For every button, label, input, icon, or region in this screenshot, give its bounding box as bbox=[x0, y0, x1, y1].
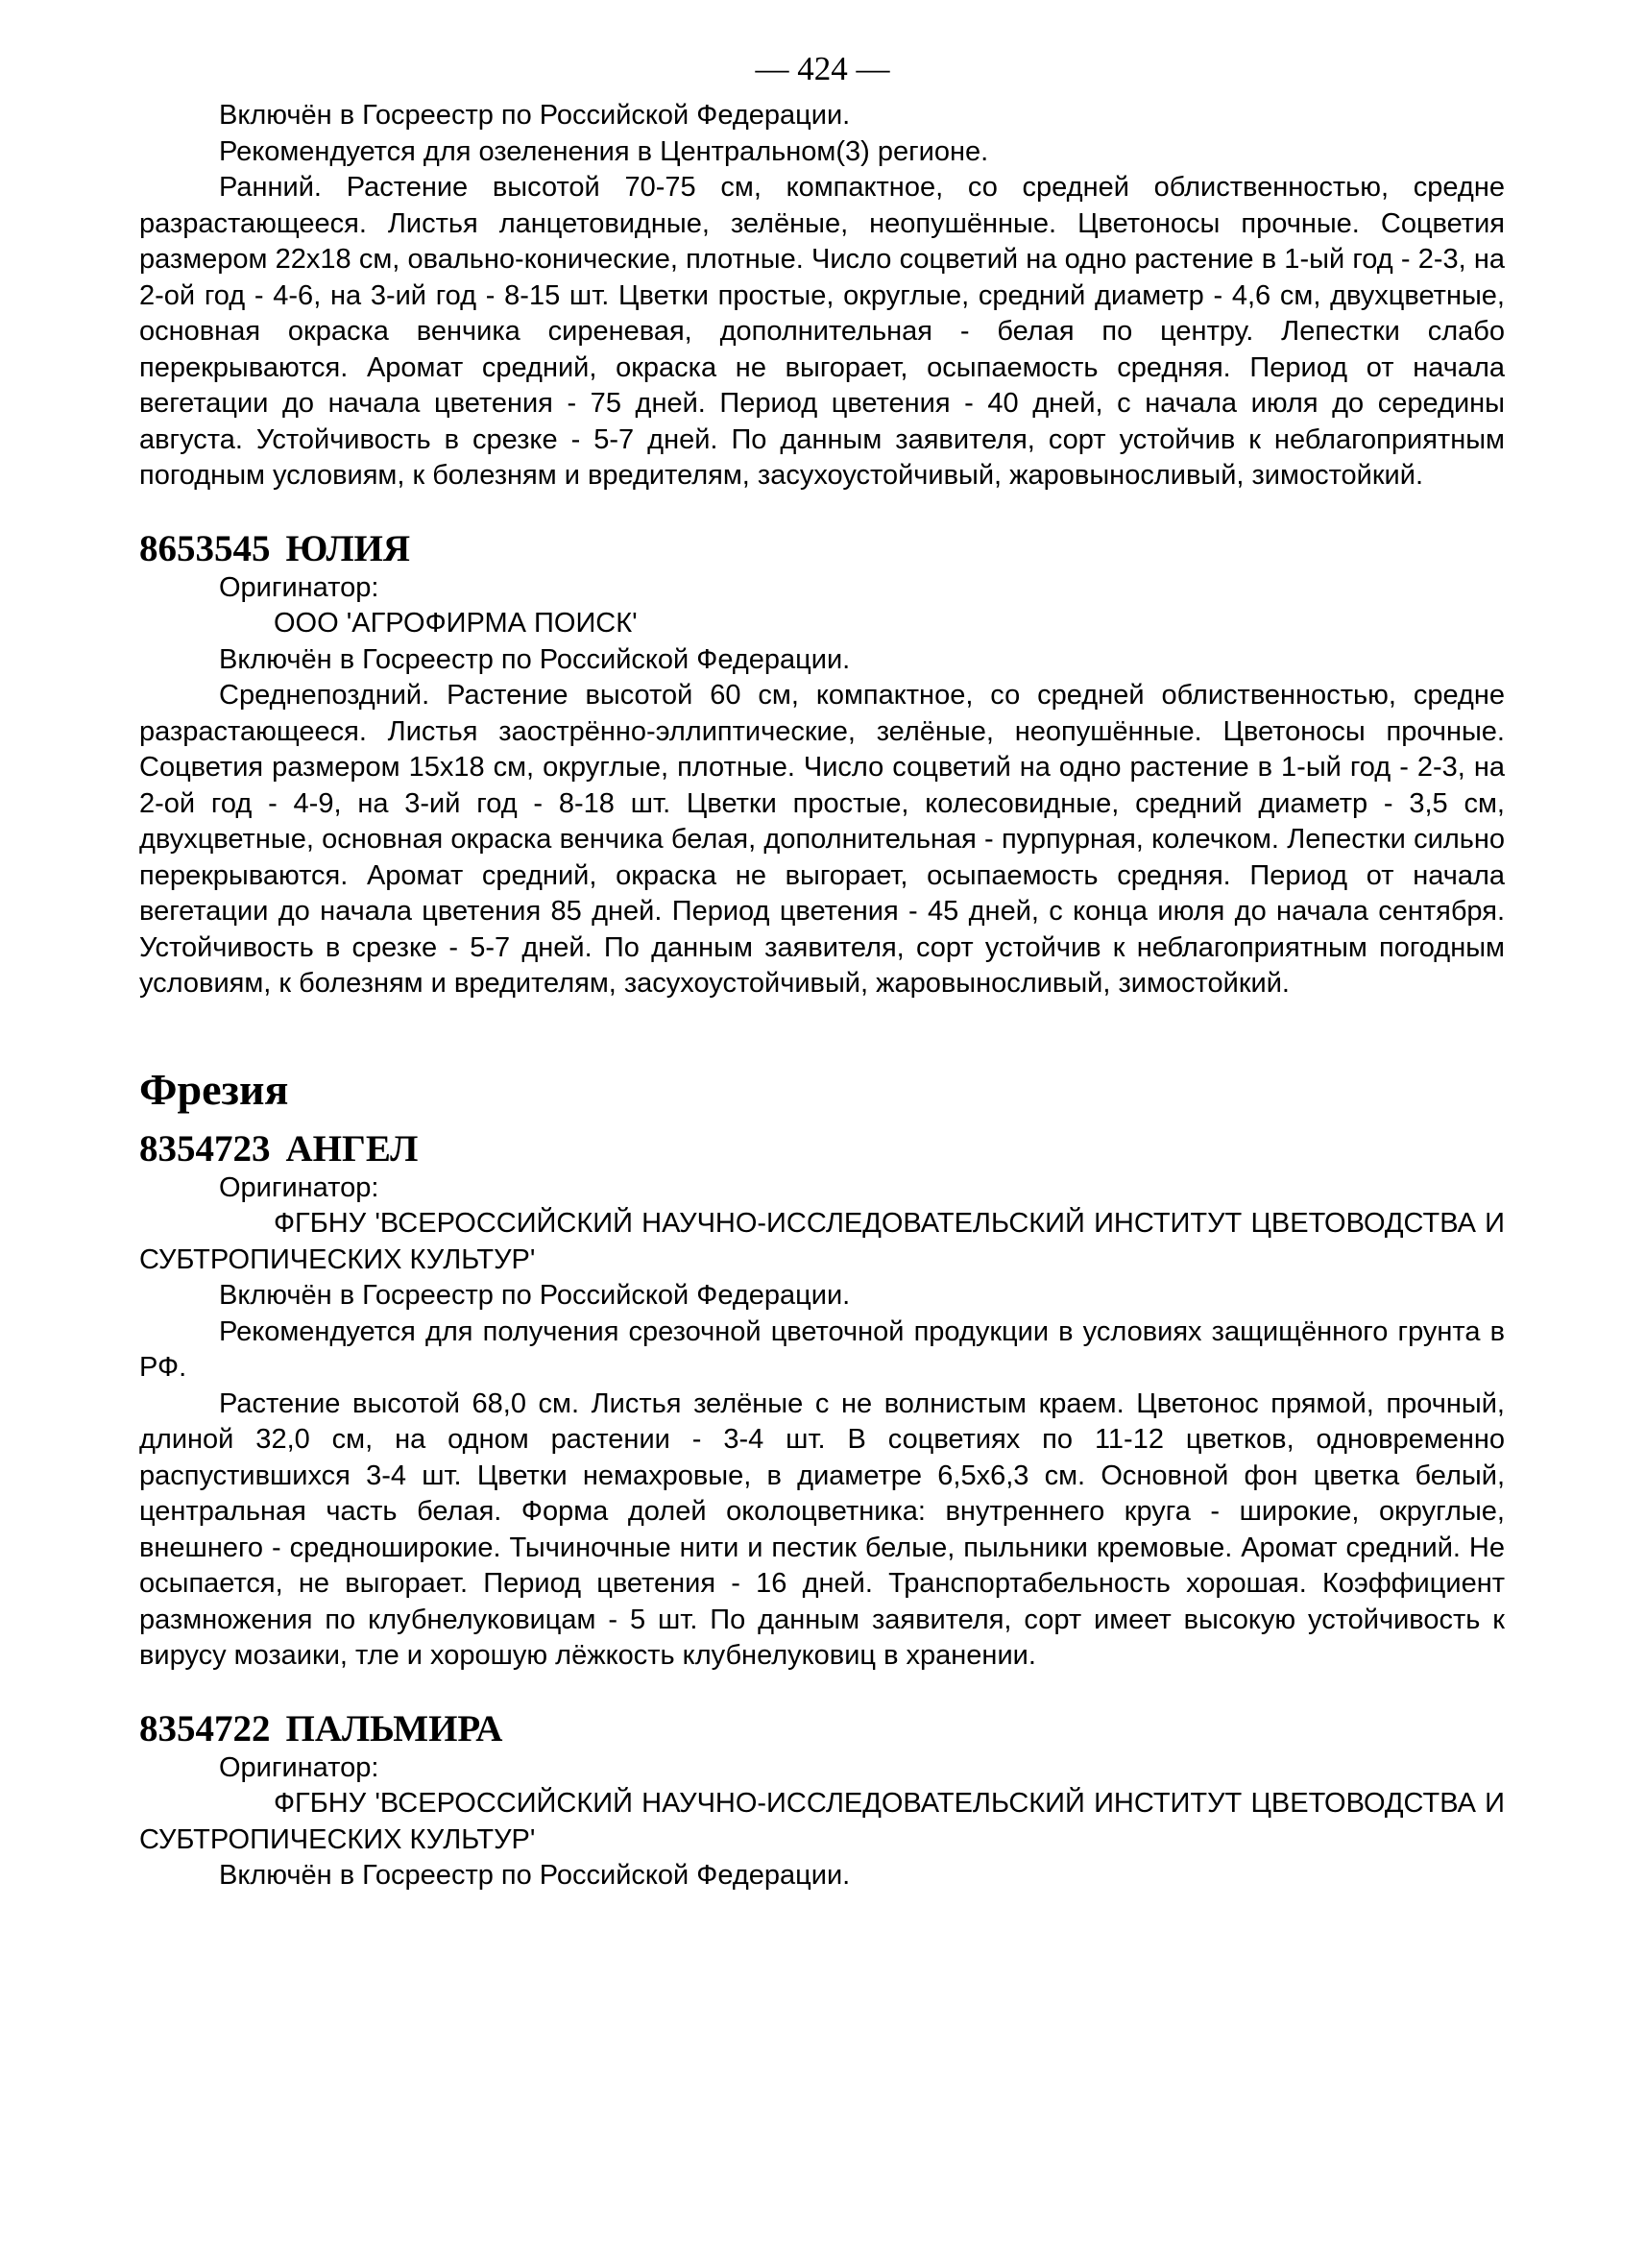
originator-name: ООО 'АГРОФИРМА ПОИСК' bbox=[274, 608, 638, 639]
variety-heading bbox=[139, 1128, 1505, 1170]
originator-label: Оригинатор: bbox=[219, 1171, 379, 1203]
recommendation-note: Рекомендуется для озеленения в Центральном(3) регионе. bbox=[219, 135, 989, 167]
section-title: Фрезия bbox=[139, 1064, 289, 1114]
registry-note: Включён в Госреестр по Российской Федерации. bbox=[219, 1860, 851, 1891]
page-number: — 424 — bbox=[755, 50, 890, 87]
variety-number: 8653545 bbox=[139, 527, 271, 569]
variety-description: Среднепоздний. Растение высотой 60 см, компактное, со средней облиственностью, средне разрастающееся. Листья заострённо-эллиптические, зелёные, неопушённые. Цветоносы прочные. Соцветия размером 15х18 см, округлые, плотные. Число соцветий на одно растение в 1-ый год - 2-3, на 2-ой год - 4-9, на 3-ий год - 8-18 шт. Цветки простые, колесовидные, средний диаметр - 3,5 см, двухцветные, основная окраска венчика белая, дополнительная - пурпурная, колечком. Лепестки сильно перекрываются. Аромат средний, окраска не выгорает, осыпаемость средняя. Период от начала вегетации до начала цветения 85 дней. Период цветения - 45 дней, с конца июля до начала сентября. Устойчивость в срезке - 5-7 дней. По данным заявителя, сорт устойчив к неблагоприятным погодным условиям, к болезням и вредителям, засухоустойчивый, жаровыносливый, зимостойкий. bbox=[139, 680, 1505, 999]
variety-heading bbox=[139, 528, 1505, 570]
variety-heading bbox=[139, 1708, 1505, 1750]
entry-yulia bbox=[139, 528, 1505, 1002]
variety-description: Ранний. Растение высотой 70-75 см, компактное, со средней облиственностью, средне разрастающееся. Листья ланцетовидные, зелёные, неопушённые. Цветоносы прочные. Соцветия размером 22х18 см, овально-конические, плотные. Число соцветий на одно растение в 1-ый год - 2-3, на 2-ой год - 4-6, на 3-ий год - 8-15 шт. Цветки простые, округлые, средний диаметр - 4,6 см, двухцветные, основная окраска венчика сиреневая, дополнительная - белая по центру. Лепестки слабо перекрываются. Аромат средний, окраска не выгорает, осыпаемость средняя. Период от начала вегетации до начала цветения - 75 дней. Период цветения - 40 дней, с начала июля до середины августа. Устойчивость в срезке - 5-7 дней. По данным заявителя, сорт устойчив к неблагоприятным погодным условиям, к болезням и вредителям, засухоустойчивый, жаровыносливый, зимостойкий. bbox=[139, 172, 1505, 491]
registry-note: Включён в Госреестр по Российской Федерации. bbox=[219, 100, 851, 131]
entry-continued bbox=[139, 98, 1505, 495]
originator-label: Оригинатор: bbox=[219, 1751, 379, 1783]
originator-label: Оригинатор: bbox=[219, 571, 379, 603]
page-content bbox=[139, 98, 1505, 1894]
entry-palmira bbox=[139, 1708, 1505, 1894]
originator-name: ФГБНУ 'ВСЕРОССИЙСКИЙ НАУЧНО-ИССЛЕДОВАТЕЛЬСКИЙ ИНСТИТУТ ЦВЕТОВОДСТВА И СУБТРОПИЧЕСКИХ КУЛЬТУР' bbox=[139, 1788, 1505, 1855]
variety-name: ПАЛЬМИРА bbox=[285, 1707, 503, 1749]
variety-number: 8354722 bbox=[139, 1707, 271, 1749]
variety-description: Растение высотой 68,0 см. Листья зелёные с не волнистым краем. Цветонос прямой, прочный, длиной 32,0 см, на одном растении - 3-4 шт. В соцветиях по 11-12 цветков, одновременно распустившихся 3-4 шт. Цветки немахровые, в диаметре 6,5х6,3 см. Основной фон цветка белый, центральная часть белая. Форма долей околоцветника: внутреннего круга - широкие, округлые, внешнего - средноширокие. Тычиночные нити и пестик белые, пыльники кремовые. Аромат средний. Не осыпается, не выгорает. Период цветения - 16 дней. Транспортабельность хорошая. Коэффициент размножения по клубнелуковицам - 5 шт. По данным заявителя, сорт имеет высокую устойчивость к вирусу мозаики, тле и хорошую лёжкость клубнелуковиц в хранении. bbox=[139, 1387, 1505, 1671]
registry-note: Включён в Госреестр по Российской Федерации. bbox=[219, 643, 851, 675]
variety-name: ЮЛИЯ bbox=[285, 527, 411, 569]
recommendation-note: Рекомендуется для получения срезочной цветочной продукции в условиях защищённого грунта в РФ. bbox=[139, 1315, 1505, 1383]
registry-note: Включён в Госреестр по Российской Федерации. bbox=[219, 1280, 851, 1311]
entry-angel bbox=[139, 1128, 1505, 1675]
variety-name: АНГЕЛ bbox=[285, 1127, 419, 1170]
variety-number: 8354723 bbox=[139, 1127, 271, 1170]
originator-name: ФГБНУ 'ВСЕРОССИЙСКИЙ НАУЧНО-ИССЛЕДОВАТЕЛЬСКИЙ ИНСТИТУТ ЦВЕТОВОДСТВА И СУБТРОПИЧЕСКИХ КУЛЬТУР' bbox=[139, 1208, 1505, 1275]
